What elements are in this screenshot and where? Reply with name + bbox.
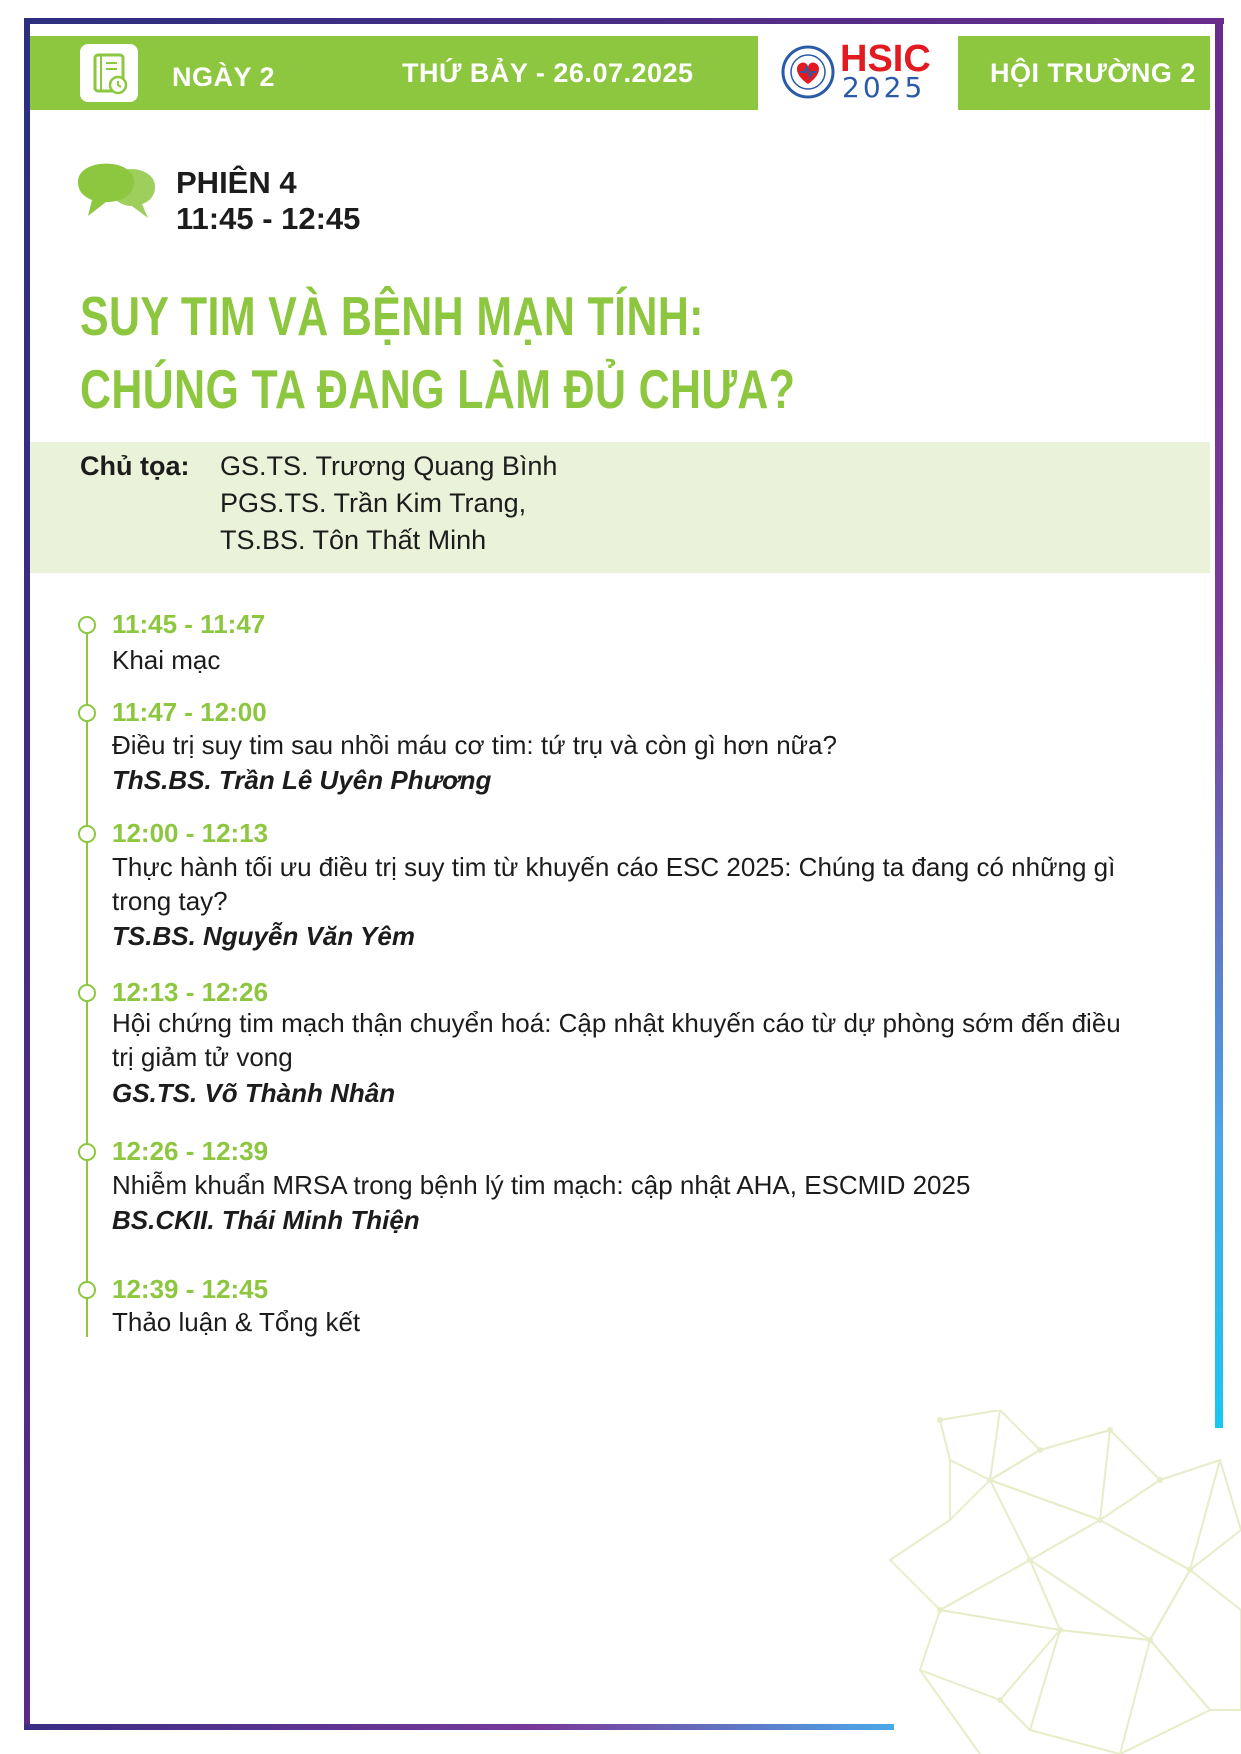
timeline-dot [78,1143,96,1161]
frame-right-border [1215,18,1223,1428]
frame-bottom-border [24,1724,894,1730]
chair-name: TS.BS. Tôn Thất Minh [220,525,487,555]
agenda-topic: Thảo luận & Tổng kết [112,1307,361,1337]
agenda-speaker: BS.CKII. Thái Minh Thiện [112,1205,420,1235]
decorative-network-graphic [880,1410,1241,1754]
calendar-icon [80,44,138,102]
agenda-topic: Nhiễm khuẩn MRSA trong bệnh lý tim mạch: cập nhật AHA, ESCMID 2025 [112,1170,971,1200]
day-label: NGÀY 2 [172,62,276,92]
timeline-dot [78,825,96,843]
agenda-topic: Điều trị suy tim sau nhồi máu cơ tim: tứ trụ và còn gì hơn nữa? [112,730,837,760]
timeline-dot [78,1281,96,1299]
chair-name: PGS.TS. Trần Kim Trang, [220,488,527,518]
agenda-time: 11:47 - 12:00 [112,697,267,727]
frame-left-border [24,18,30,1730]
agenda-speaker: ThS.BS. Trần Lê Uyên Phương [112,765,492,795]
agenda-topic: Khai mạc [112,645,221,675]
title-line-1: SUY TIM VÀ BỆNH MẠN TÍNH: [80,285,704,347]
hall-label: HỘI TRƯỜNG 2 [990,58,1196,88]
hsic-emblem-icon [780,44,836,100]
timeline-line [86,623,88,1337]
agenda-time: 12:26 - 12:39 [112,1136,269,1166]
agenda-time: 12:00 - 12:13 [112,818,269,848]
logo-name: HSIC [840,38,931,80]
timeline-dot [78,616,96,634]
title-line-2: CHÚNG TA ĐANG LÀM ĐỦ CHƯA? [80,358,796,420]
agenda-time: 12:13 - 12:26 [112,977,269,1007]
agenda-topic: Thực hành tối ưu điều trị suy tim từ khuyến cáo ESC 2025: Chúng ta đang có những gì trong tay? [112,852,1116,916]
chairs-band [30,442,1210,573]
session-name: PHIÊN 4 [176,165,297,200]
date-label: THỨ BẢY - 26.07.2025 [402,58,694,88]
agenda-topic: Hội chứng tim mạch thận chuyển hoá: Cập nhật khuyến cáo từ dự phòng sớm đến điều trị giảm tử vong [112,1008,1121,1072]
agenda-time: 12:39 - 12:45 [112,1274,269,1304]
timeline-dot [78,704,96,722]
chair-name: GS.TS. Trương Quang Bình [220,451,558,481]
agenda-speaker: TS.BS. Nguyễn Văn Yêm [112,921,415,951]
frame-top-border [24,18,1224,24]
session-main-title [80,280,795,426]
agenda-time: 11:45 - 11:47 [112,609,266,639]
logo-year: 2025 [842,71,926,104]
session-time: 11:45 - 12:45 [176,201,361,236]
agenda-speaker: GS.TS. Võ Thành Nhân [112,1078,396,1108]
timeline-dot [78,984,96,1002]
chairs-label: Chủ tọa: [80,451,190,481]
chat-bubbles-icon [76,160,160,230]
